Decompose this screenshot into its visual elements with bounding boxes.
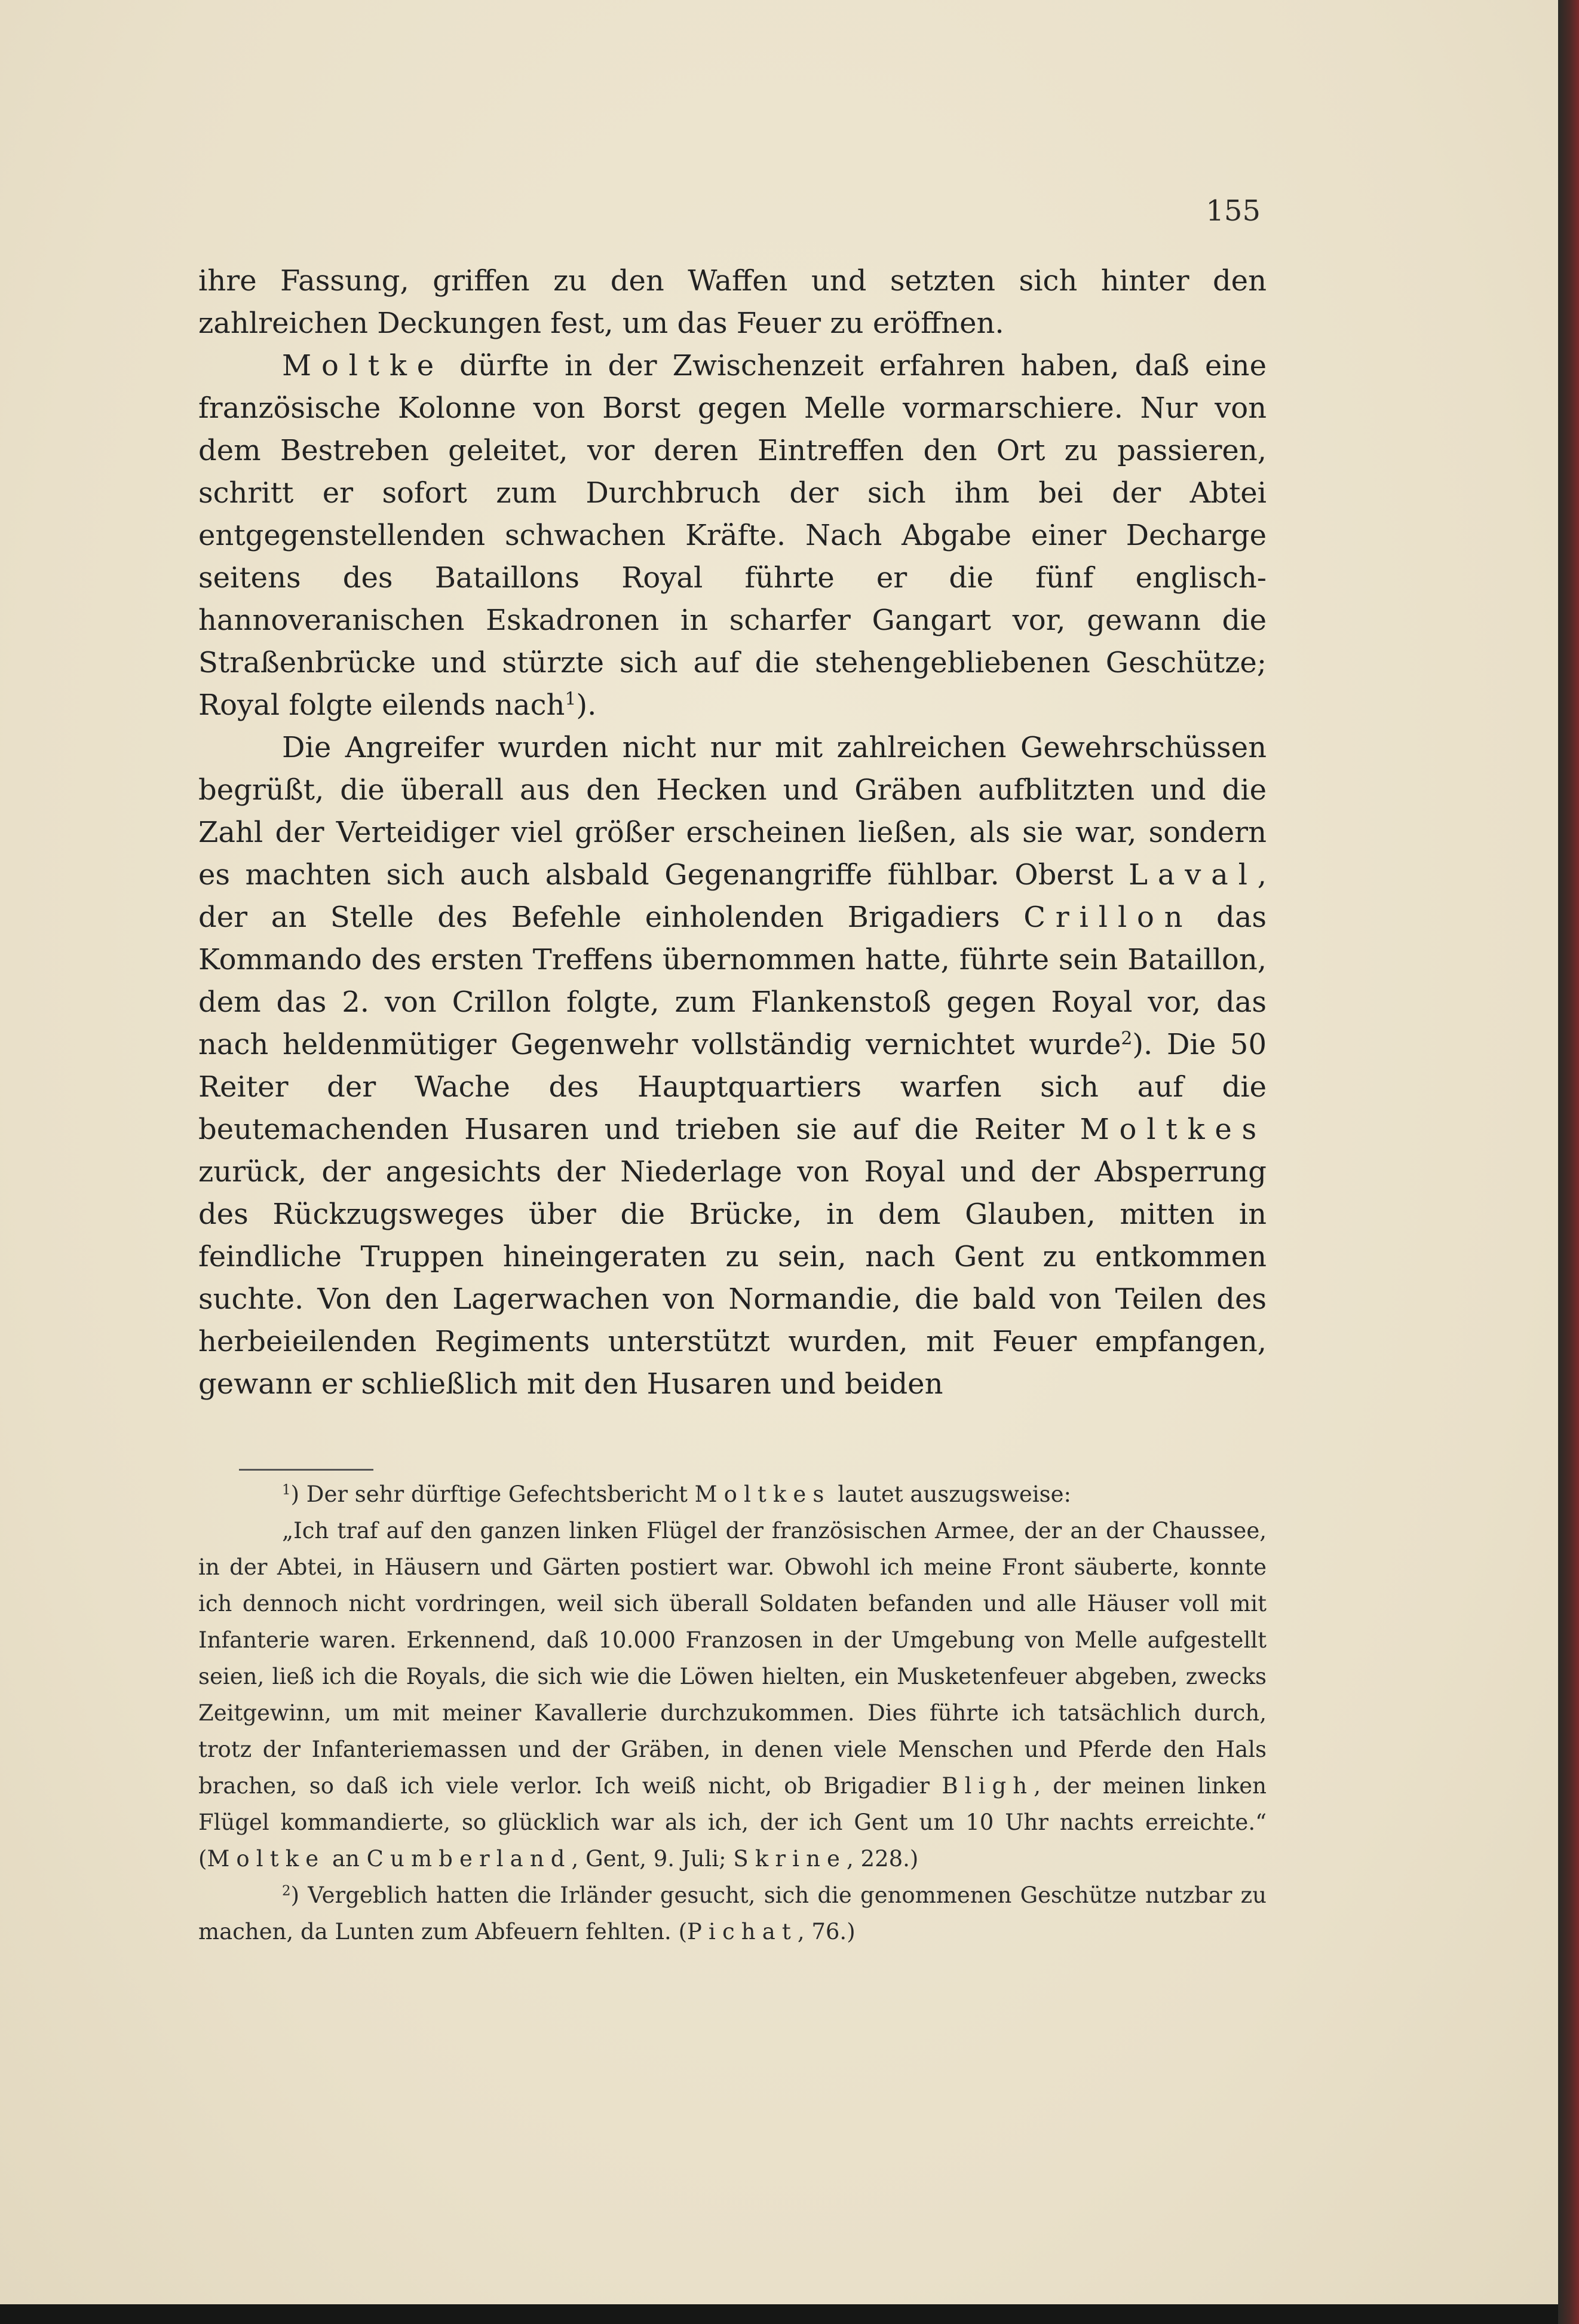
footnote-2-text-b: , 76.)	[797, 1919, 856, 1945]
name-bligh: Bligh	[942, 1773, 1034, 1799]
paragraph-3-text-e: zurück, der angesichts der Niederlage von Royal und der Absperrung des Rückzugsweges über die Brücke, in dem Glauben, mitten in feindliche Truppen hineingeraten zu sein, nach Gent zu entkommen suchte. Von den Lagerwachen von Normandie, die bald von Teilen des herbeieilenden Regiments unterstützt wurden, mit Feuer empfangen, gewann er schließlich mit den Husaren und beiden	[198, 1155, 1267, 1401]
footnote-1-text-d: , Gent, 9. Juli;	[571, 1846, 734, 1872]
footnote-ref-2: 2	[1121, 1028, 1133, 1049]
name-cumberland: Cumberland	[366, 1846, 572, 1872]
footnote-1-quote-a: „Ich traf auf den ganzen linken Flügel der französischen Armee, der an der Chaussee, in der Abtei, in Häusern und Gärten postiert war. Obwohl ich meine Front säuberte, konnte ich dennoch nicht vordringen, weil sich überall Soldaten befanden und alle Häuser voll mit Infanterie waren. Erkennend, daß 10.000 Franzosen in der Umgebung von Melle aufgestellt seien, ließ ich die Royals, die sich wie die Löwen hielten, ein Musketenfeuer abgeben, zwecks Zeitgewinn, um mit meiner Kavallerie durchzukommen. Dies führte ich tatsächlich durch, trotz der Infanteriemassen und der Gräben, in denen viele Menschen und Pferde den Hals brachen, so daß ich viele verlor. Ich weiß nicht, ob Brigadier	[198, 1518, 1267, 1799]
paragraph-2-end: ).	[576, 688, 597, 722]
footnote-1-text-e: , 228.)	[847, 1846, 919, 1872]
footnote-divider	[239, 1469, 373, 1471]
footnote-1-text-c: an	[325, 1846, 367, 1872]
footnote-2	[198, 1877, 1267, 1950]
footnote-1-quote-b: , der meinen linken Flügel kommandierte, so glücklich war als ich, der ich Gent um 10 Uhr nachts erreichte.“ (	[198, 1773, 1267, 1872]
scan-border-bottom	[0, 2304, 1558, 2324]
footnote-2-text-a: ) Vergeblich hatten die Irländer gesucht, sich die genommenen Geschütze nutzbar zu machen, da Lunten zum Abfeuern fehlten. (	[198, 1882, 1267, 1945]
paragraph-3-text-d: ). Die 50 Reiter der Wache des Hauptquartiers warfen sich auf die beutemachenden Husaren und trieben sie auf die Reiter	[198, 1028, 1267, 1146]
name-moltkes: Moltkes	[1080, 1113, 1267, 1146]
book-edge-right	[1558, 0, 1579, 2324]
name-moltke: Moltke	[207, 1846, 326, 1872]
footnote-1-mark: 1	[282, 1482, 291, 1498]
paragraph-3-text-a: Die Angreifer wurden nicht nur mit zahlreichen Gewehrschüssen begrüßt, die überall aus den Hecken und Gräben aufblitzten und die Zahl der Verteidiger viel größer erscheinen ließen, als sie war, sondern es machten sich auch alsbald Gegenangriffe fühlbar. Oberst	[198, 731, 1267, 892]
paragraph-3-text-b: , der an Stelle des Befehle einholenden Brigadiers	[198, 858, 1267, 934]
paragraph-2	[198, 345, 1267, 727]
paragraph-1: ihre Fassung, griffen zu den Waffen und setzten sich hinter den zahlreichen Deckungen fest, um das Feuer zu eröffnen.	[198, 264, 1267, 340]
footnote-ref-1: 1	[565, 688, 577, 710]
footnotes	[198, 1476, 1267, 1950]
footnote-2-mark: 2	[282, 1883, 291, 1899]
footnote-1	[198, 1476, 1267, 1512]
name-skrine: Skrine	[733, 1846, 847, 1872]
main-text	[198, 260, 1267, 1406]
name-moltke: Moltke	[282, 349, 444, 382]
footnote-1-quote	[198, 1512, 1267, 1877]
name-moltkes: Moltkes	[694, 1481, 831, 1507]
paragraph-3-text-c: das Kommando des ersten Treffens übernommen hatte, führte sein Bataillon, dem das 2. von Crillon folgte, zum Flankenstoß gegen Royal vor, das nach heldenmütiger Gegenwehr vollständig vernichtet wurde	[198, 901, 1267, 1061]
footnote-1-text-b: lautet auszugsweise:	[830, 1481, 1072, 1507]
name-laval: Laval	[1129, 858, 1258, 892]
name-crillon: Crillon	[1023, 901, 1193, 934]
paragraph-2-text: dürfte in der Zwischenzeit erfahren haben, daß eine französische Kolonne von Borst gegen Melle vormarschiere. Nur von dem Bestreben geleitet, vor deren Eintreffen den Ort zu passieren, schritt er sofort zum Durchbruch der sich ihm bei der Abtei entgegenstellenden schwachen Kräfte. Nach Abgabe einer Decharge seitens des Bataillons Royal führte er die fünf englisch-hannoveranischen Eskadronen in scharfer Gangart vor, gewann die Straßenbrücke und stürzte sich auf die stehengebliebenen Geschütze; Royal folgte eilends nach	[198, 349, 1267, 722]
paragraph-3	[198, 727, 1267, 1406]
footnote-1-text-a: ) Der sehr dürftige Gefechtsbericht	[290, 1481, 695, 1507]
page-number: 155	[1206, 194, 1261, 228]
name-pichat: Pichat	[687, 1919, 798, 1945]
